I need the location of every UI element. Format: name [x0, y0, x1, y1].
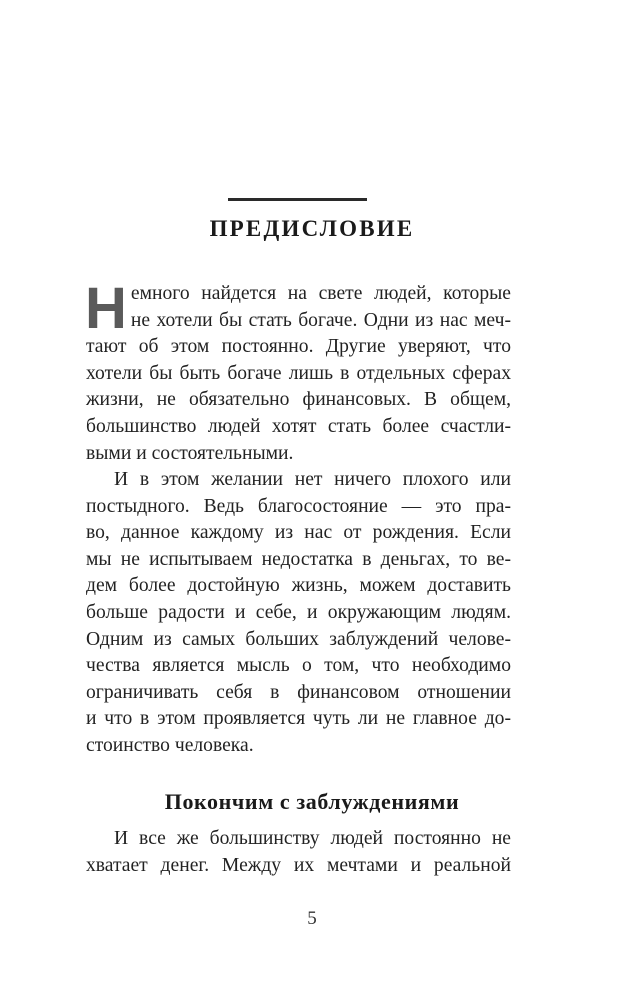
- text-line: стоинство человека.: [86, 734, 254, 756]
- text-line: во, данное каждому из нас от рождения. Если: [86, 522, 511, 544]
- text-line: мы не испытываем недостатка в деньгах, то ве-: [86, 548, 511, 570]
- text-line: тают об этом постоянно. Другие уверяют, что: [86, 336, 511, 358]
- text-line: большинство людей хотят стать более счастли-: [86, 415, 511, 437]
- chapter-rule-divider: [228, 198, 367, 201]
- text-line: выми и состоятельными.: [86, 442, 294, 464]
- text-line: жизни, не обязательно финансовых. В общем,: [86, 389, 511, 411]
- text-line: Одним из самых больших заблуждений челове-: [86, 628, 511, 650]
- text-line: хватает денег. Между их мечтами и реальной: [86, 854, 511, 876]
- page-number: 5: [307, 908, 317, 929]
- text-line: емного найдется на свете людей, которые: [130, 283, 511, 304]
- chapter-title: ПРЕДИСЛОВИЕ: [209, 216, 415, 241]
- drop-cap-letter: Н: [85, 276, 127, 341]
- text-line: И в этом желании нет ничего плохого или: [114, 469, 511, 490]
- text-line: дем более достойную жизнь, можем доставить: [86, 575, 511, 597]
- text-line: И все же большинству людей постоянно не: [114, 828, 511, 849]
- section-heading: Покончим с заблуждениями: [164, 789, 460, 814]
- text-line: больше радости и себе, и окружающим людям.: [86, 601, 511, 623]
- text-line: и что в этом проявляется чуть ли не главное до-: [86, 708, 511, 730]
- text-line: хотели бы быть богаче лишь в отдельных сферах: [86, 362, 511, 384]
- paragraph-1: [85, 276, 511, 467]
- paragraph-3: [86, 826, 511, 879]
- text-line: не хотели бы стать богаче. Одни из нас меч-: [130, 309, 511, 331]
- text-line: постыдного. Ведь благосостояние — это пра-: [86, 495, 511, 517]
- text-line: чества является мысль о том, что необходимо: [86, 655, 511, 677]
- text-line: ограничивать себя в финансовом отношении: [86, 681, 511, 703]
- paragraph-2: [86, 467, 511, 760]
